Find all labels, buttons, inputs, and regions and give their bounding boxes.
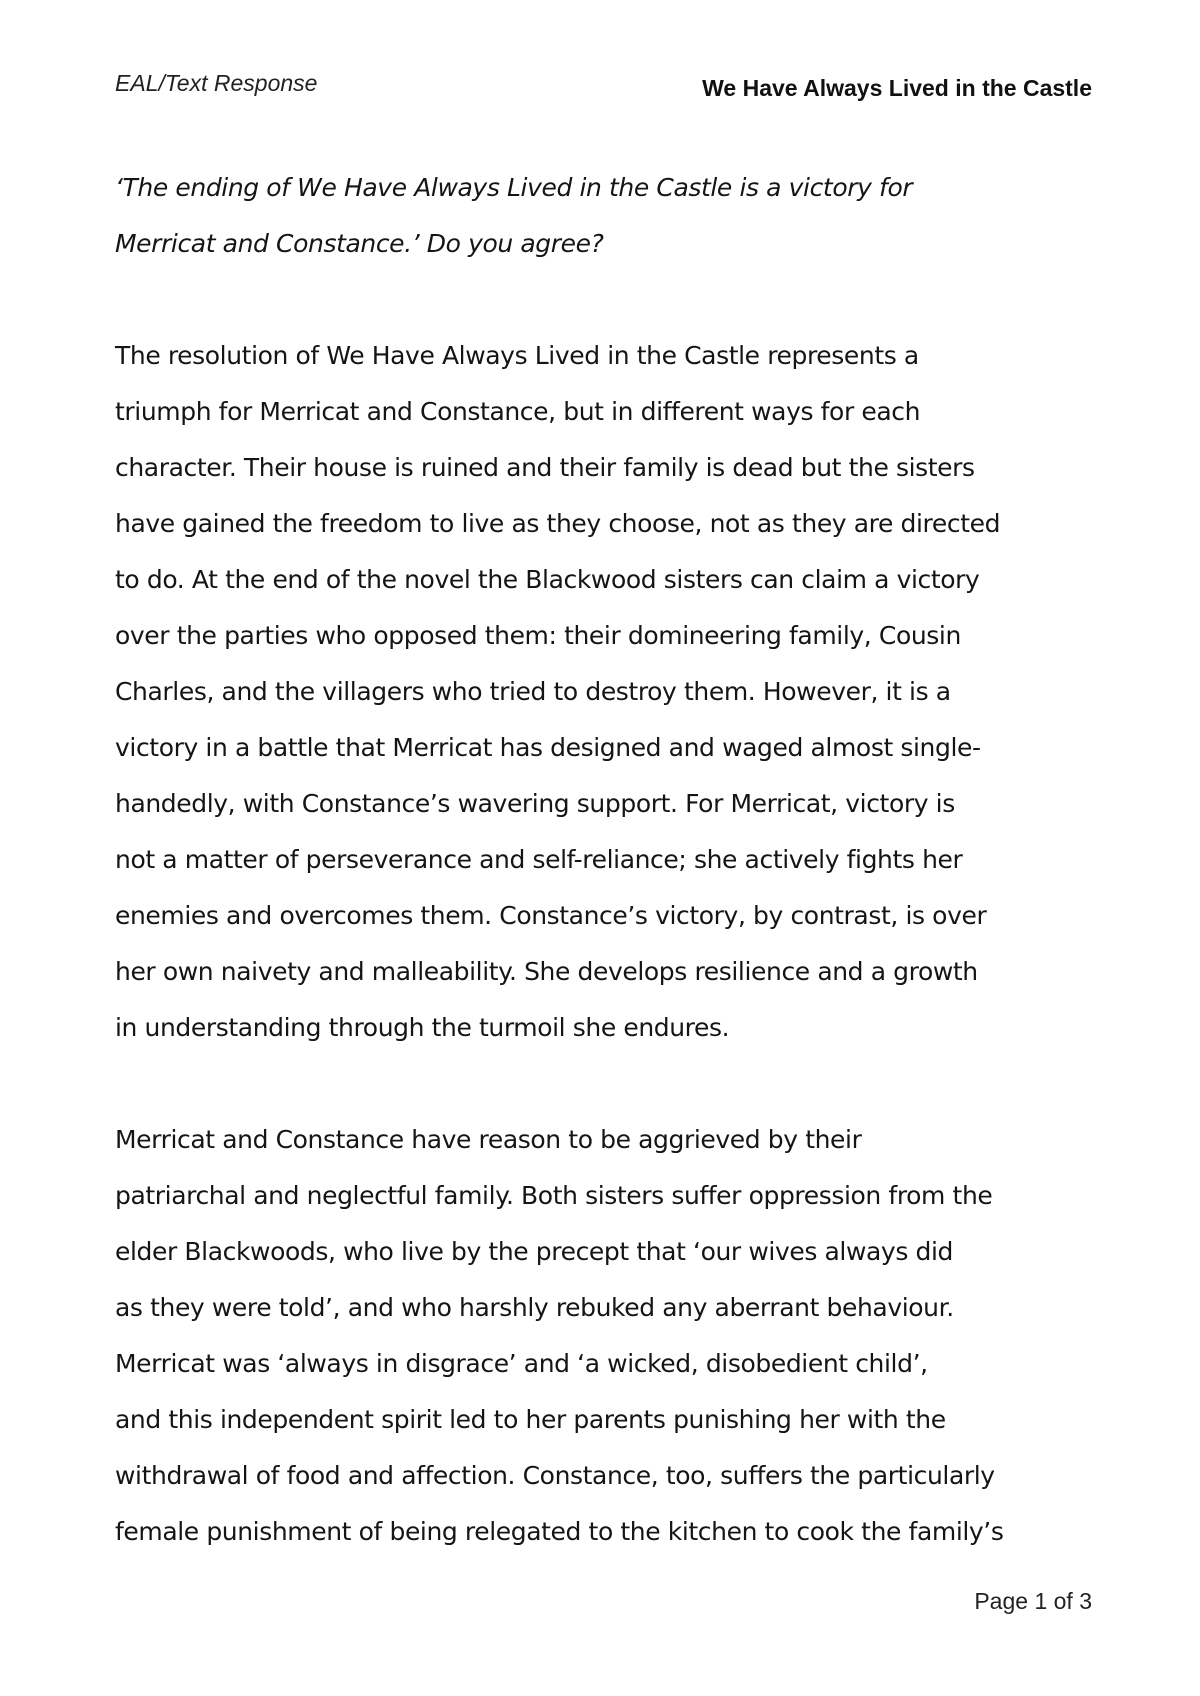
paragraph-line: The resolution of We Have Always Lived in the Castle represents a [115,341,919,370]
header-book-title: We Have Always Lived in the Castle [702,75,1092,101]
paragraph-line: female punishment of being relegated to the kitchen to cook the family’s [115,1517,1004,1546]
paragraph-line: have gained the freedom to live as they choose, not as they are directed [115,509,1001,538]
paragraph-2 [115,1112,1115,1560]
paragraph-line: triumph for Merricat and Constance, but in different ways for each [115,397,921,426]
paragraph-line: her own naivety and malleability. She develops resilience and a growth [115,957,978,986]
paragraph-line: Merricat was ‘always in disgrace’ and ‘a wicked, disobedient child’, [115,1349,928,1378]
paragraph-line: character. Their house is ruined and their family is dead but the sisters [115,453,975,482]
question-line: ‘The ending of We Have Always Lived in the Castle is a victory for [115,173,913,202]
paragraph-line: patriarchal and neglectful family. Both sisters suffer oppression from the [115,1181,993,1210]
paragraph-line: not a matter of perseverance and self-reliance; she actively fights her [115,845,963,874]
document-body [115,160,1115,1560]
question-line: Merricat and Constance.’ Do you agree? [115,229,604,258]
paragraph-line: to do. At the end of the novel the Blackwood sisters can claim a victory [115,565,980,594]
paragraph-line: Charles, and the villagers who tried to destroy them. However, it is a [115,677,951,706]
paragraph-line: in understanding through the turmoil she endures. [115,1013,730,1042]
paragraph-gap [115,1056,1115,1112]
essay-question [115,160,1115,272]
paragraph-1 [115,328,1115,1056]
paragraph-line: enemies and overcomes them. Constance’s victory, by contrast, is over [115,901,987,930]
paragraph-line: Merricat and Constance have reason to be aggrieved by their [115,1125,862,1154]
paragraph-line: handedly, with Constance’s wavering support. For Merricat, victory is [115,789,955,818]
paragraph-line: over the parties who opposed them: their domineering family, Cousin [115,621,961,650]
paragraph-line: elder Blackwoods, who live by the precept that ‘our wives always did [115,1237,953,1266]
paragraph-gap [115,272,1115,328]
paragraph-line: and this independent spirit led to her parents punishing her with the [115,1405,946,1434]
header-course-label: EAL/Text Response [115,70,318,96]
paragraph-line: as they were told’, and who harshly rebuked any aberrant behaviour. [115,1293,954,1322]
paragraph-line: withdrawal of food and affection. Constance, too, suffers the particularly [115,1461,995,1490]
paragraph-line: victory in a battle that Merricat has designed and waged almost single- [115,733,981,762]
page-number: Page 1 of 3 [974,1588,1092,1614]
